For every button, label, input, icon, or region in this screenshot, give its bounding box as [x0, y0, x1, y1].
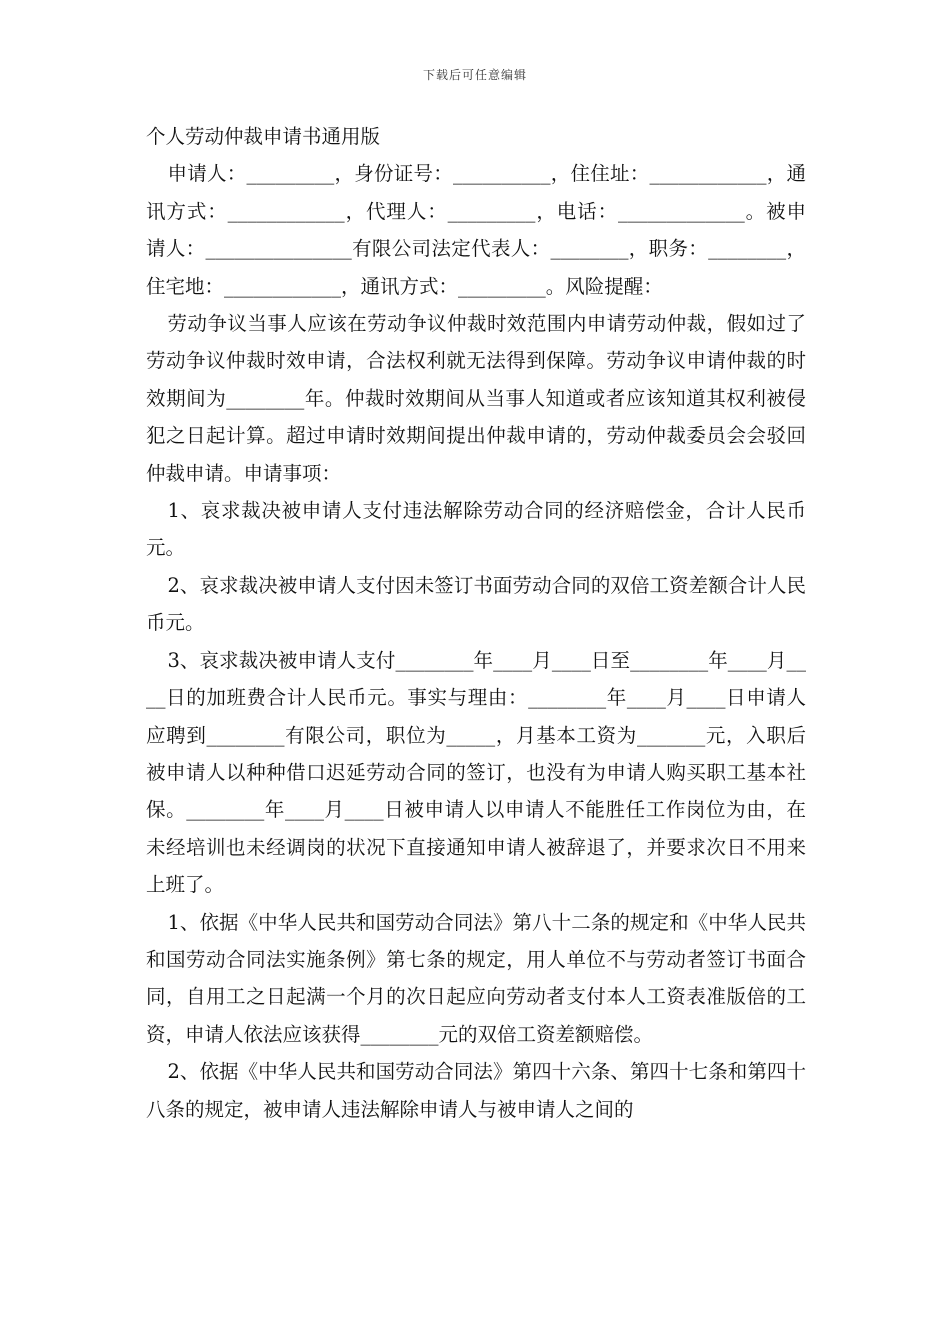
claim-item-3-facts: 3、哀求裁决被申请人支付________年____月____日至________年____月____日的加班费合计人民币元。事实与理由：________年____月____日申请人应聘到________有限公司，职位为_____，月基本工资为_______元，入职后被申请人以种种借口迟延劳动合同的签订，也没有为申请人购买职工基本社保。________年____月____日被申请人以申请人不能胜任工作岗位为由，在未经培训也未经调岗的状况下直接通知申请人被辞退了，并要求次日不用来上班了。 [146, 648, 806, 897]
legal-basis-2: 2、依据《中华人民共和国劳动合同法》第四十六条、第四十七条和第四十八条的规定，被申请人违法解除申请人与被申请人之间的 [146, 1060, 806, 1121]
claim-item-1: 1、哀求裁决被申请人支付违法解除劳动合同的经济赔偿金，合计人民币元。 [146, 499, 806, 560]
claim-item-2: 2、哀求裁决被申请人支付因未签订书面劳动合同的双倍工资差额合计人民币元。 [146, 573, 806, 635]
applicant-info-paragraph: 申请人：_________，身份证号：__________，住住址：____________，通讯方式：____________，代理人：_________，电话：_____________。被申请人：_______________有限公司法定代表人：________，职务：________，住宅地：____________，通讯方式：_________。风险提醒： [146, 162, 806, 298]
legal-basis-1: 1、依据《中华人民共和国劳动合同法》第八十二条的规定和《中华人民共和国劳动合同法实施条例》第七条的规定，用人单位不与劳动者签订书面合同，自用工之日起满一个月的次日起应向劳动者支付本人工资表准版倍的工资，申请人依法应该获得________元的双倍工资差额赔偿。 [146, 910, 806, 1046]
document-body [146, 118, 806, 1128]
risk-notice-paragraph: 劳动争议当事人应该在劳动争议仲裁时效范围内申请劳动仲裁，假如过了劳动争议仲裁时效申请，合法权利就无法得到保障。劳动争议申请仲裁的时效期间为________年。仲裁时效期间从当事人知道或者应该知道其权利被侵犯之日起计算。超过申请时效期间提出仲裁申请的，劳动仲裁委员会会驳回仲裁申请。申请事项： [146, 312, 806, 485]
document-title: 个人劳动仲裁申请书通用版 [146, 125, 381, 148]
header-note: 下载后可任意编辑 [422, 68, 527, 82]
